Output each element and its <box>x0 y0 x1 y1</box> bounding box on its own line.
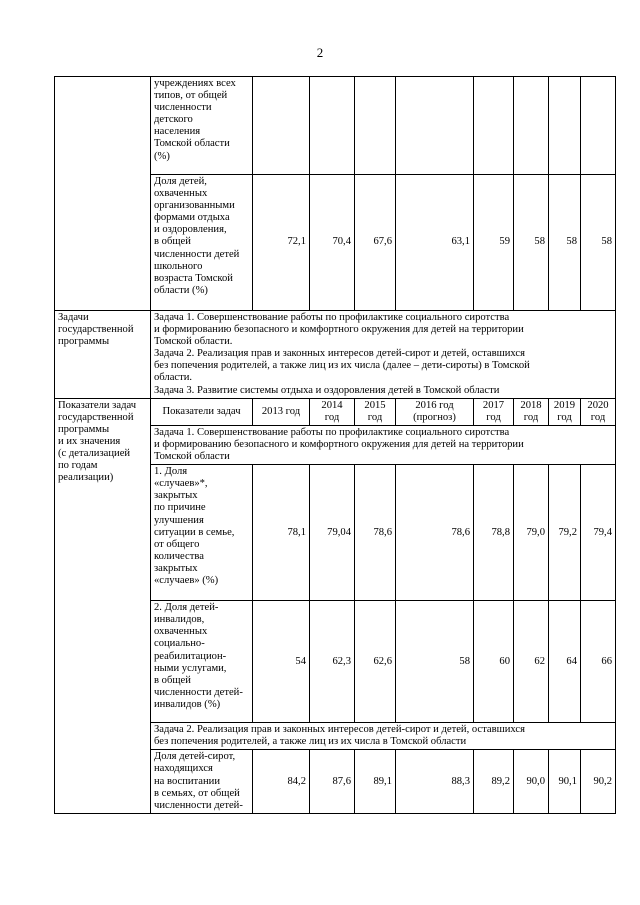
value-cell: 79,4 <box>581 465 616 601</box>
indicator-cell: учреждениях всех типов, от общей численности детского населения Томской области (%) <box>151 77 253 175</box>
section-label: Задачи государственной программы <box>55 311 151 399</box>
column-header: 2019 год <box>549 398 581 425</box>
program-table <box>54 76 616 814</box>
column-header: 2016 год (прогноз) <box>396 398 474 425</box>
value-cell: 84,2 <box>253 750 310 813</box>
empty-label-cell <box>55 77 151 311</box>
value-cell: 79,04 <box>310 465 355 601</box>
value-cell: 67,6 <box>355 175 396 311</box>
column-header: 2018 год <box>514 398 549 425</box>
indicator-cell: 1. Доля «случаев»*, закрытых по причине улучшения ситуации в семье, от общего количества закрытых «случаев» (%) <box>151 465 253 601</box>
indicator-cell: Доля детей-сирот, находящихся на воспитании в семьях, от общей численности детей- <box>151 750 253 813</box>
value-cell: 58 <box>581 175 616 311</box>
value-cell: 58 <box>549 175 581 311</box>
column-header: 2013 год <box>253 398 310 425</box>
column-header: 2017 год <box>474 398 514 425</box>
page-number: 2 <box>316 45 324 60</box>
value-cell: 78,1 <box>253 465 310 601</box>
value-cell: 90,2 <box>581 750 616 813</box>
value-cell: 78,8 <box>474 465 514 601</box>
value-cell: 70,4 <box>310 175 355 311</box>
indicator-cell: 2. Доля детей- инвалидов, охваченных социально- реабилитацион- ными услугами, в общей численности детей- инвалидов (%) <box>151 601 253 723</box>
value-cell: 87,6 <box>310 750 355 813</box>
task-title: Задача 2. Реализация прав и законных интересов детей-сирот и детей, оставшихся без попечения родителей, а также лиц из их числа в Томской области <box>151 723 616 750</box>
value-cell: 62,6 <box>355 601 396 723</box>
value-cell: 90,0 <box>514 750 549 813</box>
value-cell: 89,1 <box>355 750 396 813</box>
value-cell: 78,6 <box>355 465 396 601</box>
column-header: 2014 год <box>310 398 355 425</box>
value-cell: 79,2 <box>549 465 581 601</box>
value-cell: 59 <box>474 175 514 311</box>
column-header: Показатели задач <box>151 398 253 425</box>
task-title: Задача 1. Совершенствование работы по профилактике социального сиротства и формированию безопасного и комфортного окружения для детей на территории Томской области <box>151 425 616 464</box>
value-cell: 58 <box>396 601 474 723</box>
table-row <box>55 311 616 399</box>
value-cell: 60 <box>474 601 514 723</box>
value-cell: 62 <box>514 601 549 723</box>
value-cell: 64 <box>549 601 581 723</box>
section-label: Показатели задач государственной программы и их значения (с детализацией по годам реализации) <box>55 398 151 813</box>
column-header: 2015 год <box>355 398 396 425</box>
value-cell: 90,1 <box>549 750 581 813</box>
table-header-row <box>55 398 616 425</box>
value-cell: 54 <box>253 601 310 723</box>
indicator-cell: Доля детей, охваченных организованными формами отдыха и оздоровления, в общей численности детей школьного возраста Томской области (%) <box>151 175 253 311</box>
value-cell: 78,6 <box>396 465 474 601</box>
column-header: 2020 год <box>581 398 616 425</box>
value-cell: 66 <box>581 601 616 723</box>
value-cell: 58 <box>514 175 549 311</box>
table-row <box>55 77 616 175</box>
value-cell: 88,3 <box>396 750 474 813</box>
value-cell: 72,1 <box>253 175 310 311</box>
value-cell: 79,0 <box>514 465 549 601</box>
value-cell: 89,2 <box>474 750 514 813</box>
value-cell: 62,3 <box>310 601 355 723</box>
value-cell: 63,1 <box>396 175 474 311</box>
tasks-text: Задача 1. Совершенствование работы по профилактике социального сиротства и формированию безопасного и комфортного окружения для детей на территории Томской области. Задача 2. Реализация прав и законных интересов детей-сирот и детей, оставшихся без попечения родителей, а также лиц из их числа (далее – дети-сироты) в Томской области. Задача 3. Развитие системы отдыха и оздоровления детей в Томской области <box>151 311 616 399</box>
